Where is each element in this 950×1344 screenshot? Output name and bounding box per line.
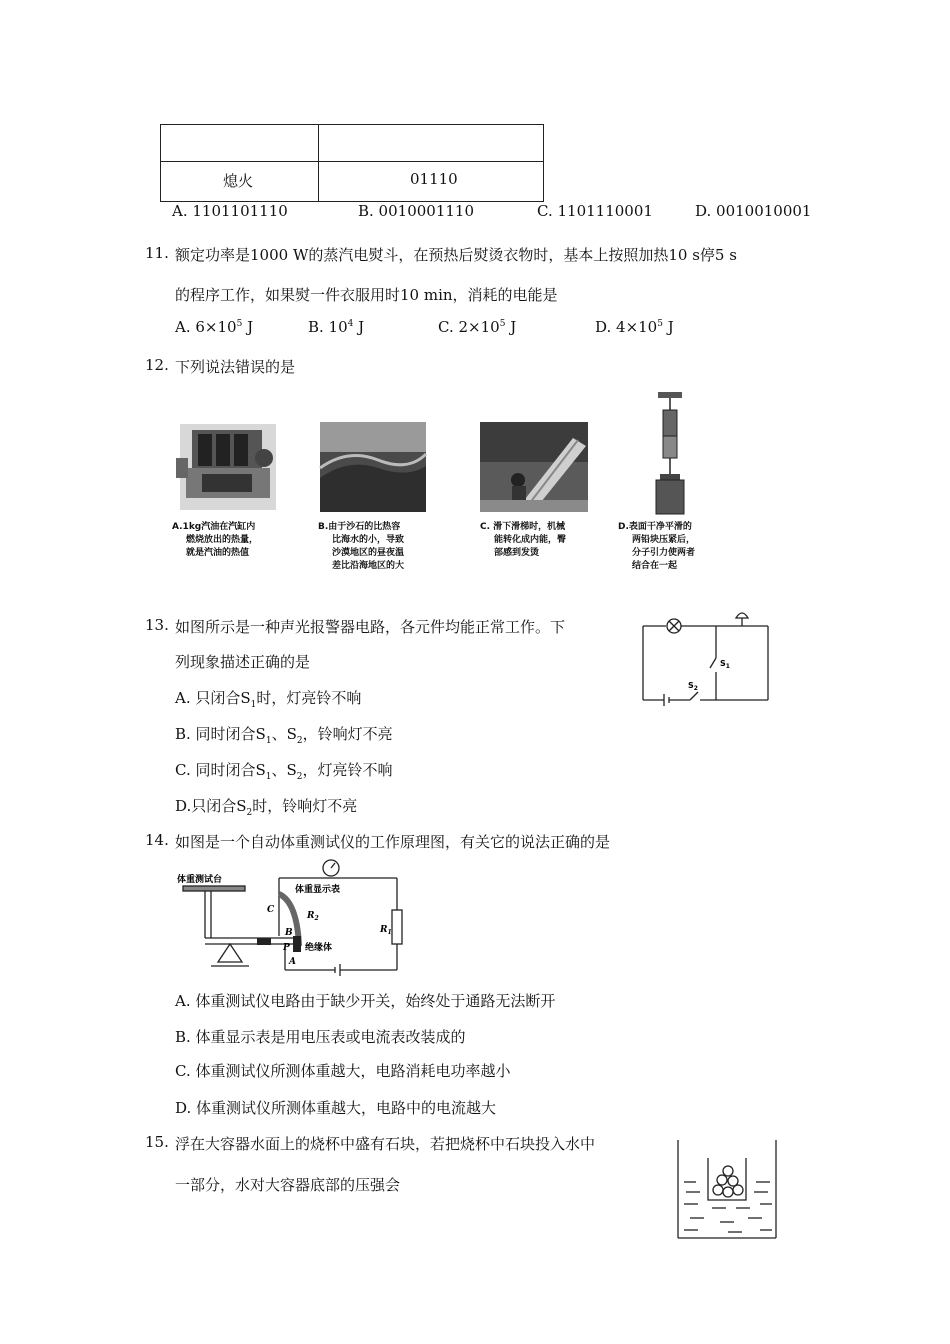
question-text: 浮在大容器水面上的烧杯中盛有石块，若把烧杯中石块投入水中	[175, 1135, 596, 1153]
q10-option-a: A. 1101101110	[172, 202, 288, 220]
container-beaker-diagram	[672, 1136, 782, 1242]
insulator-label: 绝缘体	[305, 943, 333, 953]
question-number: 14.	[145, 831, 169, 849]
caption-b: B.由于沙石的比热容 比海水的小，导致 沙漠地区的昼夜温 差比沿海地区的大	[318, 522, 405, 571]
question-text: 下列说法错误的是	[175, 358, 296, 376]
q13-option-d: D.只闭合$S_2$时，铃响灯不亮	[175, 797, 358, 818]
table-cell: 熄火	[223, 172, 254, 190]
slide-image	[478, 418, 590, 516]
q14-option-b: B. 体重显示表是用电压表或电流表改装成的	[175, 1028, 466, 1046]
table-divider	[318, 125, 319, 201]
s1-label: $S_1$	[720, 659, 730, 670]
bell-icon	[736, 613, 748, 618]
q14-option-c: C. 体重测试仪所测体重越大，电路消耗电功率越小	[175, 1062, 511, 1080]
weight-tester-diagram	[175, 858, 410, 976]
point-c-label: C	[267, 905, 275, 915]
r2-label: $R_2$	[307, 911, 319, 922]
q10-option-c: C. 1101110001	[537, 202, 653, 220]
question-text: 的程序工作，如果熨一件衣服用时10 min，消耗的电能是	[175, 286, 558, 304]
q13-option-b: B. 同时闭合$S_1$、$S_2$，铃响灯不亮	[175, 725, 393, 746]
alarm-circuit-diagram	[636, 608, 776, 708]
q13-option-a: A. 只闭合$S_1$时，灯亮铃不响	[175, 689, 362, 710]
q14-option-a: A. 体重测试仪电路由于缺少开关，始终处于通路无法断开	[175, 992, 556, 1010]
q10-option-d: D. 0010010001	[695, 202, 812, 220]
q11-option-a: A. $6\times 10^5$ J	[175, 318, 254, 336]
table-cell: 01110	[410, 170, 458, 188]
question-number: 12.	[145, 356, 169, 374]
r1-label: $R_1$	[380, 925, 392, 936]
question-text: 列现象描述正确的是	[175, 653, 311, 671]
question-text: 如图所示是一种声光报警器电路，各元件均能正常工作。下	[175, 618, 566, 636]
q10-option-b: B. 0010001110	[358, 202, 474, 220]
meter-label: 体重显示表	[295, 885, 341, 895]
question-number: 15.	[145, 1133, 169, 1151]
q13-option-c: C. 同时闭合$S_1$、$S_2$，灯亮铃不响	[175, 761, 393, 782]
point-b-label: B	[285, 928, 293, 938]
platform-label: 体重测试台	[177, 875, 223, 885]
q11-option-b: B. $10^4$ J	[308, 318, 365, 336]
point-a-label: A	[289, 957, 296, 967]
caption-a: A.1kg汽油在汽缸内 燃烧放出的热量， 就是汽油的热值	[172, 522, 259, 558]
caption-c: C. 滑下滑梯时，机械 能转化成内能，臀 部感到发烫	[480, 522, 567, 558]
question-text: 额定功率是1000 W的蒸汽电熨斗，在预热后熨烫衣物时，基本上按照加热10 s停5 s	[175, 246, 737, 264]
q11-option-c: C. $2\times 10^5$ J	[438, 318, 517, 336]
engine-image	[172, 418, 282, 516]
q14-option-d: D. 体重测试仪所测体重越大，电路中的电流越大	[175, 1099, 497, 1117]
question-text: 一部分，水对大容器底部的压强会	[175, 1176, 401, 1194]
s2-label: $S_2$	[688, 681, 698, 692]
table-divider	[161, 161, 543, 162]
question-text: 如图是一个自动体重测试仪的工作原理图，有关它的说法正确的是	[175, 833, 611, 851]
lead-blocks-image	[650, 390, 690, 520]
point-p-label: P	[283, 943, 290, 953]
caption-d: D.表面干净平滑的 两铅块压紧后， 分子引力使两者 结合在一起	[618, 522, 696, 571]
question-number: 13.	[145, 616, 169, 634]
signal-table	[160, 124, 544, 202]
q11-option-d: D. $4\times 10^5$ J	[595, 318, 674, 336]
desert-sea-image	[318, 418, 430, 516]
question-number: 11.	[145, 244, 169, 262]
